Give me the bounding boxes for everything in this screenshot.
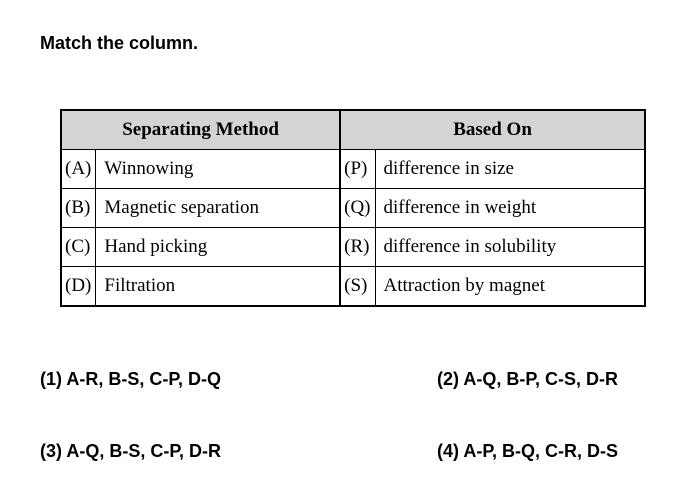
right-item: Attraction by magnet xyxy=(375,267,645,307)
column-header-based-on: Based On xyxy=(340,110,645,150)
left-label: (A) xyxy=(61,150,96,189)
right-item: difference in weight xyxy=(375,189,645,228)
table-header-row xyxy=(61,110,645,150)
left-item: Filtration xyxy=(96,267,340,307)
column-header-separating-method: Separating Method xyxy=(61,110,340,150)
table-row xyxy=(61,267,645,307)
table-row xyxy=(61,189,645,228)
left-label: (D) xyxy=(61,267,96,307)
answer-option-2[interactable]: (2) A-Q, B-P, C-S, D-R xyxy=(437,369,619,389)
right-item: difference in size xyxy=(375,150,645,189)
right-item: difference in solubility xyxy=(375,228,645,267)
answer-option-1[interactable]: (1) A-R, B-S, C-P, D-Q xyxy=(40,369,222,389)
right-label: (S) xyxy=(340,267,375,307)
table-row xyxy=(61,150,645,189)
left-item: Hand picking xyxy=(96,228,340,267)
left-item: Magnetic separation xyxy=(96,189,340,228)
answer-option-3[interactable]: (3) A-Q, B-S, C-P, D-R xyxy=(40,441,222,461)
answer-option-4[interactable]: (4) A-P, B-Q, C-R, D-S xyxy=(437,441,619,461)
right-label: (R) xyxy=(340,228,375,267)
left-label: (B) xyxy=(61,189,96,228)
left-label: (C) xyxy=(61,228,96,267)
table-row xyxy=(61,228,645,267)
right-label: (P) xyxy=(340,150,375,189)
question-text: Match the column. xyxy=(40,33,199,53)
right-label: (Q) xyxy=(340,189,375,228)
match-table xyxy=(60,109,646,307)
left-item: Winnowing xyxy=(96,150,340,189)
